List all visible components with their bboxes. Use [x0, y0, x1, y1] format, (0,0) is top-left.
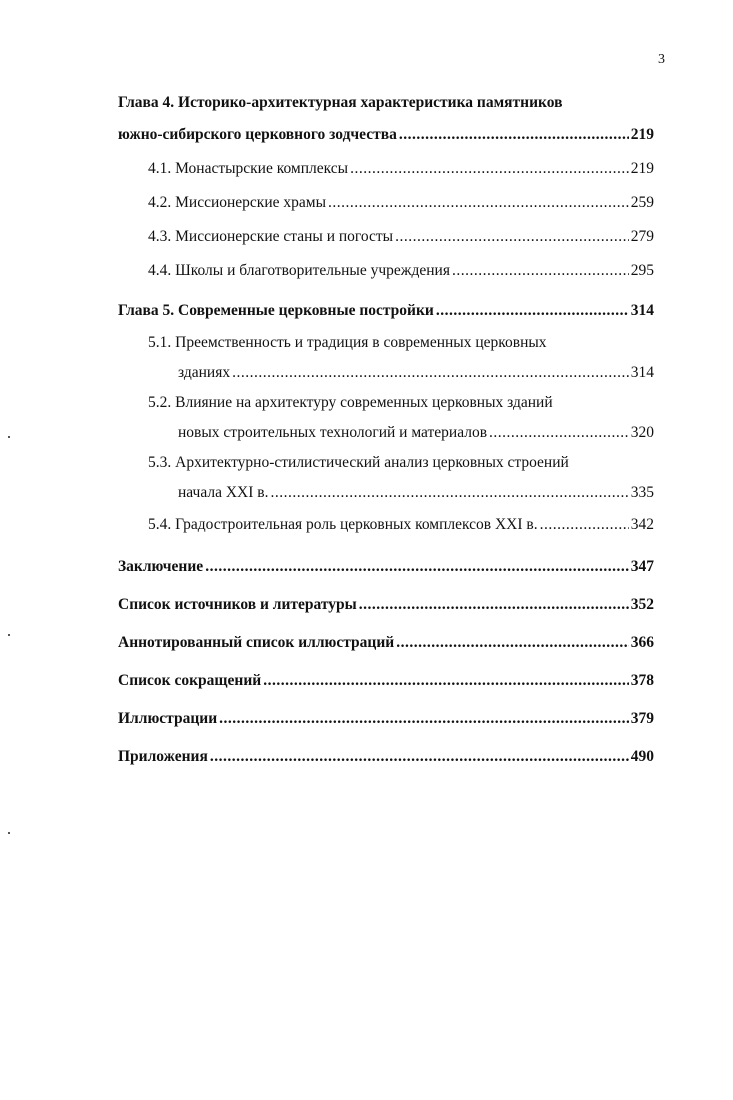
toc-page-number: 347: [630, 558, 654, 575]
toc-page-number: 490: [630, 748, 654, 765]
toc-section-label: 5.4. Градостроительная роль церковных комплексов XXI в.: [148, 516, 538, 533]
toc-section-4-2[interactable]: [118, 186, 654, 220]
toc-page-number: 219: [630, 160, 654, 177]
toc-entry-label: Заключение: [118, 558, 204, 575]
toc-illustrations[interactable]: [118, 700, 654, 738]
toc-section-5-2[interactable]: [118, 418, 654, 448]
toc-chapter-4-title-line2: южно-сибирского церковного зодчества: [118, 126, 397, 143]
margin-mark: [8, 634, 10, 636]
toc-section-5-3[interactable]: [118, 478, 654, 508]
toc-page-number: 366: [630, 634, 654, 651]
margin-mark: [8, 436, 10, 438]
toc-entry-label: Иллюстрации: [118, 710, 218, 727]
toc-appendices[interactable]: [118, 738, 654, 776]
toc-annotated-illustrations[interactable]: [118, 624, 654, 662]
toc-sources[interactable]: [118, 586, 654, 624]
leader-dots: [399, 118, 629, 152]
leader-dots: [452, 254, 629, 288]
leader-dots: [205, 548, 629, 586]
toc-section-5-2-line1: 5.2. Влияние на архитектуру современных церковных зданий: [148, 394, 553, 411]
toc-section-4-3[interactable]: [118, 220, 654, 254]
page-number: 3: [658, 52, 665, 67]
toc-page-number: 279: [630, 228, 654, 245]
toc-section-4-1[interactable]: [118, 152, 654, 186]
toc-section-label: 4.1. Монастырские комплексы: [148, 160, 349, 177]
toc-section-4-4[interactable]: [118, 254, 654, 288]
toc-chapter-5[interactable]: [118, 294, 654, 328]
table-of-contents: [118, 88, 654, 776]
leader-dots: [328, 186, 629, 220]
leader-dots: [232, 358, 629, 388]
toc-abbreviations[interactable]: [118, 662, 654, 700]
leader-dots: [489, 418, 629, 448]
toc-section-5-1[interactable]: [118, 358, 654, 388]
toc-section-label: начала XXI в.: [178, 484, 269, 501]
toc-section-label: 4.4. Школы и благотворительные учреждения: [148, 262, 450, 279]
toc-page-number: 314: [630, 302, 654, 319]
toc-section-5-1-line1: 5.1. Преемственность и традиция в современных церковных: [148, 334, 547, 351]
toc-section-5-4[interactable]: [118, 508, 654, 542]
toc-page-number: 342: [630, 516, 654, 533]
toc-section-5-3-line1: 5.3. Архитектурно-стилистический анализ церковных строений: [148, 454, 569, 471]
toc-page-number: 314: [630, 364, 654, 381]
toc-page-number: 352: [630, 596, 654, 613]
toc-entry-label: Аннотированный список иллюстраций: [118, 634, 395, 651]
toc-section-label: 4.3. Миссионерские станы и погосты: [148, 228, 394, 245]
toc-section-label: новых строительных технологий и материалов: [178, 424, 488, 441]
leader-dots: [270, 478, 628, 508]
leader-dots: [436, 294, 629, 328]
toc-page-number: 219: [630, 126, 654, 143]
toc-chapter-4[interactable]: [118, 118, 654, 152]
leader-dots: [219, 700, 629, 738]
leader-dots: [359, 586, 629, 624]
leader-dots: [396, 624, 629, 662]
toc-entry-label: Список сокращений: [118, 672, 262, 689]
toc-section-label: зданиях: [178, 364, 231, 381]
toc-chapter-4-title-line1: Глава 4. Историко-архитектурная характеристика памятников: [118, 94, 563, 111]
toc-entry-label: Список источников и литературы: [118, 596, 357, 613]
toc-page-number: 320: [630, 424, 654, 441]
toc-page-number: 335: [630, 484, 654, 501]
leader-dots: [263, 662, 629, 700]
toc-chapter-label: Глава 5. Современные церковные постройки: [118, 302, 434, 319]
leader-dots: [210, 738, 629, 776]
leader-dots: [540, 508, 629, 542]
toc-page-number: 379: [630, 710, 654, 727]
toc-page-number: 295: [630, 262, 654, 279]
toc-entry-label: Приложения: [118, 748, 208, 765]
leader-dots: [350, 152, 629, 186]
leader-dots: [395, 220, 629, 254]
toc-section-label: 4.2. Миссионерские храмы: [148, 194, 326, 211]
margin-mark: [8, 832, 10, 834]
toc-conclusion[interactable]: [118, 548, 654, 586]
toc-page-number: 378: [630, 672, 654, 689]
toc-page-number: 259: [630, 194, 654, 211]
